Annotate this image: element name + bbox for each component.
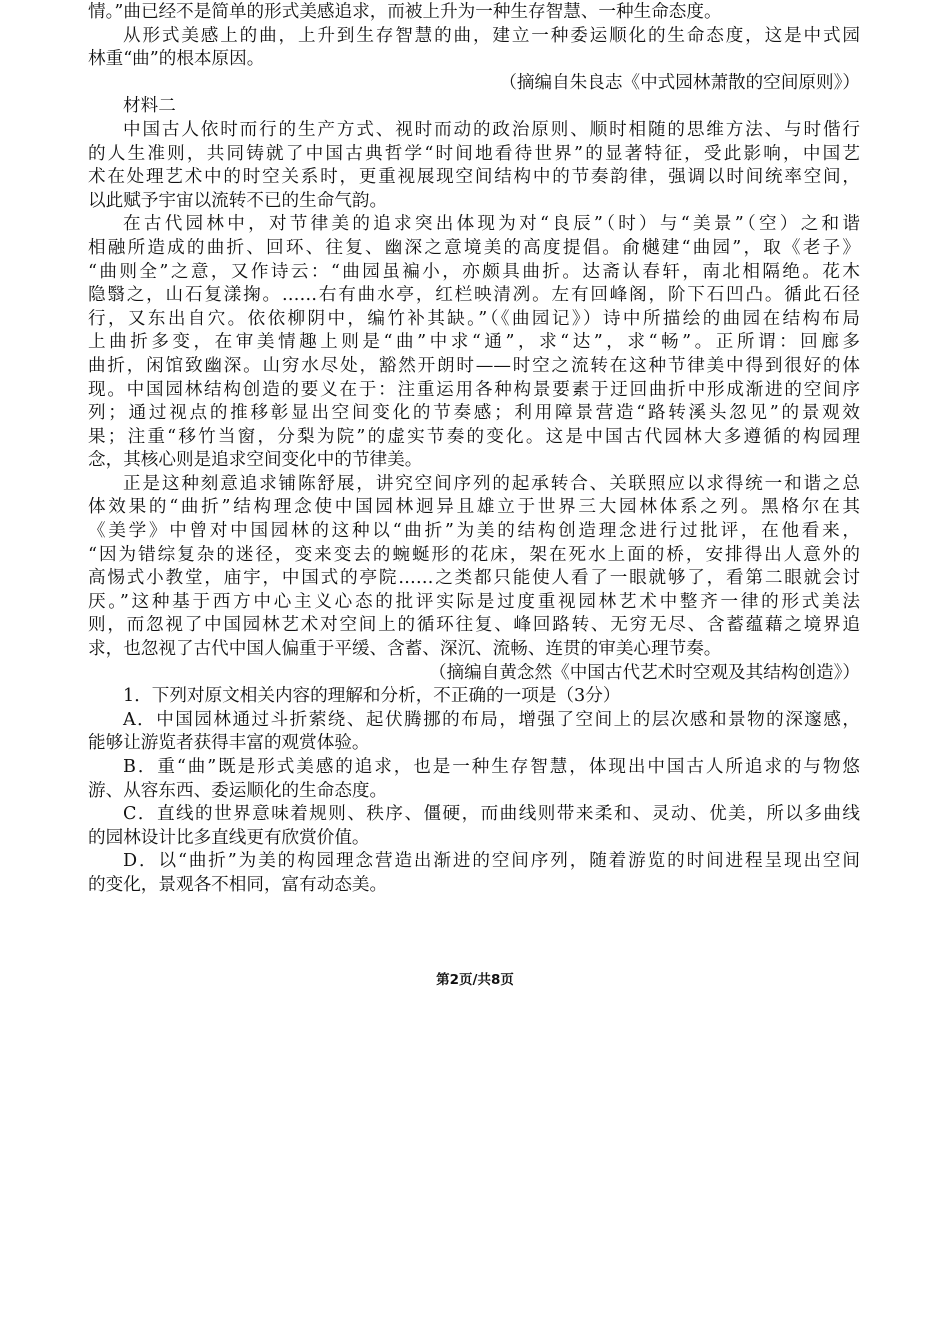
text-line: 行，又东出自穴。依依柳阴中，编竹补其缺。”（《曲园记》）诗中所描绘的曲园在结构布局 — [88, 308, 860, 329]
text-line: 从形式美感上的曲，上升到生存智慧的曲，建立一种委运顺化的生命态度，这是中式园 — [123, 25, 860, 46]
text-line: D．以“曲折”为美的构园理念营造出渐进的空间序列，随着游览的时间进程呈现出空间 — [123, 851, 860, 872]
text-line: B．重“曲”既是形式美感的追求，也是一种生存智慧，体现出中国古人所追求的与物悠 — [123, 757, 860, 777]
text-line: C．直线的世界意味着规则、秩序、僵硬，而曲线则带来柔和、灵动、优美，所以多曲线 — [123, 804, 860, 825]
text-line: 列；通过视点的推移彰显出空间变化的节奏感；利用障景营造“路转溪头忽见”的景观效 — [88, 403, 860, 424]
text-line: “曲则全”之意，又作诗云：“曲园虽褊小，亦颇具曲折。达斋认春轩，南北相隔绝。花木 — [88, 261, 860, 282]
text-line: 求，也忽视了古代中国人偏重于平缓、含蓄、深沉、流畅、连贯的审美心理节奏。 — [88, 639, 722, 660]
section-heading: 材料二 — [123, 96, 176, 117]
text-line: 高惕式小教堂，庙宇，中国式的亭院……之类都只能使人看了一眼就够了，看第二眼就会讨 — [88, 568, 860, 589]
text-line: 厌。”这种基于西方中心主义心态的批评实际是过度重视园林艺术中整齐一律的形式美法 — [88, 591, 860, 612]
text-line: 术在处理艺术中的时空关系时，更重视展现空间结构中的节奏韵律，强调以时间统率空间， — [88, 167, 860, 188]
text-line: 以此赋予宇宙以流转不已的生命气韵。 — [88, 190, 388, 211]
source-citation: （摘编自黄念然《中国古代艺术时空观及其结构创造》） — [428, 662, 860, 683]
text-line: 现。中国园林结构创造的要义在于：注重运用各种构景要素于迂回曲折中形成渐进的空间序 — [88, 379, 860, 400]
text-line: 的变化，景观各不相同，富有动态美。 — [88, 874, 388, 895]
question-stem: 1．下列对原文相关内容的理解和分析，不正确的一项是（3分） — [123, 686, 621, 707]
text-line: 《美学》中曾对中国园林的这种以“曲折”为美的结构创造理念进行过批评，在他看来， — [88, 521, 860, 542]
text-line: 在古代园林中，对节律美的追求突出体现为对“良辰”（时）与“美景”（空）之和谐 — [123, 214, 860, 235]
text-line: 的人生准则，共同铸就了中国古典哲学“时间地看待世界”的显著特征，受此影响，中国艺 — [88, 143, 860, 164]
text-line: 正是这种刻意追求铺陈舒展，讲究空间序列的起承转合、关联照应以求得统一和谐之总 — [123, 473, 860, 494]
text-line: 的园林设计比多直线更有欣赏价值。 — [88, 827, 370, 848]
text-line: A．中国园林通过斗折萦绕、起伏腾挪的布局，增强了空间上的层次感和景物的深邃感， — [123, 709, 860, 730]
text-line: 则，而忽视了中国园林艺术对空间上的循环往复、峰回路转、无穷无尽、含蓄蕴藉之境界追 — [88, 615, 860, 636]
text-line: 游、从容东西、委运顺化的生命态度。 — [88, 780, 388, 801]
text-line: 能够让游览者获得丰富的观赏体验。 — [88, 733, 370, 754]
text-line: 念，其核心则是追求空间变化中的节律美。 — [88, 450, 423, 471]
text-line: 上曲折多变，在审美情趣上则是“曲”中求“通”，求“达”，求“畅”。正所谓：回廊多 — [88, 332, 860, 353]
text-line: 隐翳之，山石复漾掬。……右有曲水亭，红栏映清冽。左有回峰阁，阶下石凹凸。循此石径 — [88, 285, 860, 306]
source-citation: （摘编自朱良志《中式园林萧散的空间原则》） — [499, 72, 860, 93]
text-line: 中国古人依时而行的生产方式、视时而动的政治原则、顺时相随的思维方法、与时偕行 — [123, 119, 860, 140]
text-line: 体效果的“曲折”结构理念使中国园林迥异且雄立于世界三大园林体系之列。黑格尔在其 — [88, 497, 860, 518]
document-body — [88, 1, 860, 898]
text-line: “因为错综复杂的迷径，变来变去的蜿蜒形的花床，架在死水上面的桥，安排得出人意外的 — [88, 544, 860, 565]
text-line: 林重“曲”的根本原因。 — [88, 49, 265, 70]
text-line: 曲折，闲馆致幽深。山穷水尽处，豁然开朗时——时空之流转在这种节律美中得到很好的体 — [88, 355, 860, 376]
text-line: 果；注重“移竹当窗，分梨为院”的虚实节奏的变化。这是中国古代园林大多遵循的构园理 — [88, 426, 860, 447]
text-line: 相融所造成的曲折、回环、往复、幽深之意境美的高度提倡。俞樾建“曲园”，取《老子》 — [88, 237, 860, 258]
page-number: 第2页/共8页 — [436, 972, 514, 988]
text-line: 情。”曲已经不是简单的形式美感追求，而被上升为一种生存智慧、一种生命态度。 — [88, 2, 722, 22]
